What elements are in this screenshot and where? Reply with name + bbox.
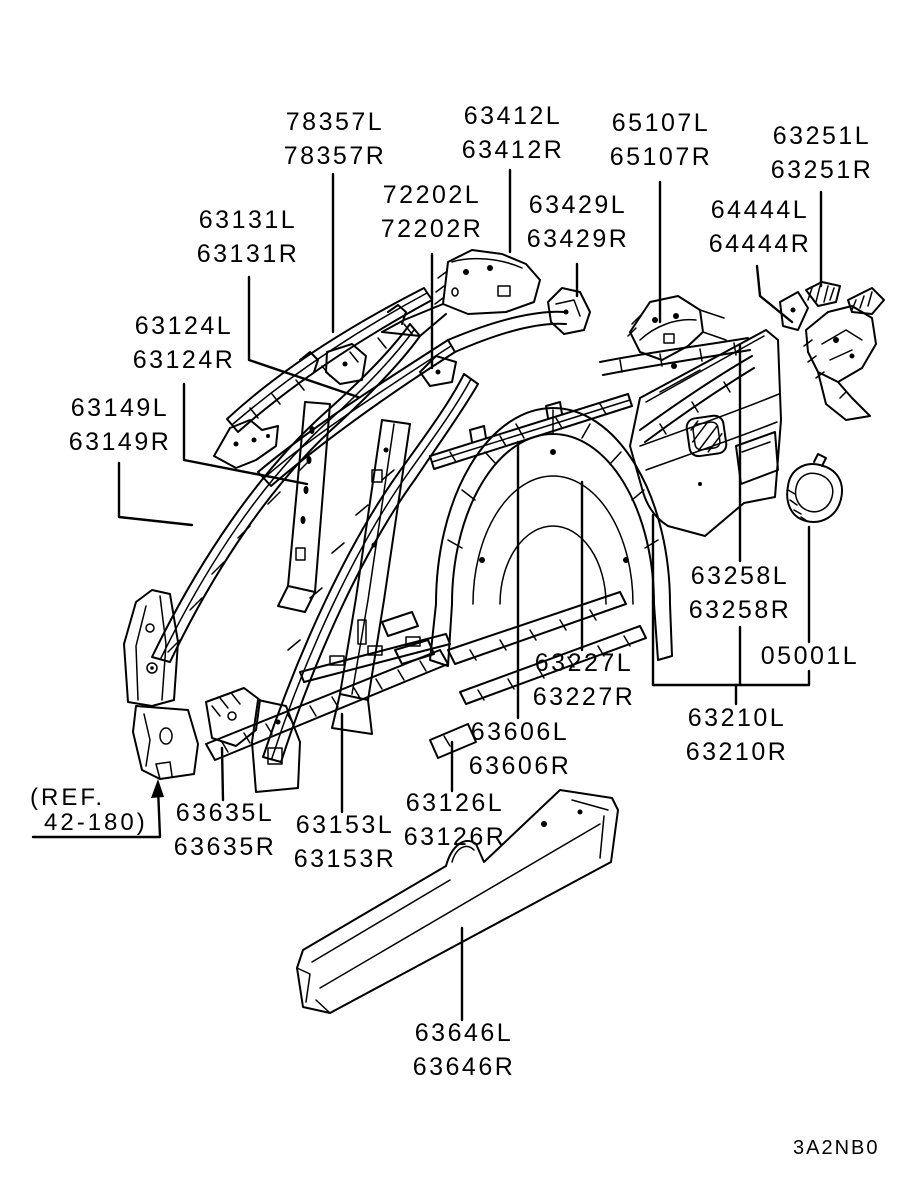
part-number: 63646L xyxy=(414,1019,514,1047)
part-number: 63153R xyxy=(293,845,397,873)
part-label-64444 xyxy=(695,193,825,261)
part-number: 63635R xyxy=(173,833,277,861)
part-rear-bracket-cluster xyxy=(804,288,884,420)
part-label-05001 xyxy=(745,639,875,673)
part-number: 65107L xyxy=(611,109,711,137)
part-number: 63251R xyxy=(770,156,874,184)
part-number: 64444L xyxy=(710,196,810,224)
part-ref-bracket xyxy=(133,706,198,779)
part-label-63227 xyxy=(519,646,649,714)
part-number: 63210L xyxy=(687,704,787,732)
part-label-63210 xyxy=(672,701,802,769)
part-number: 63606L xyxy=(470,718,570,746)
part-fuel-door xyxy=(787,454,842,522)
part-number: 63606R xyxy=(468,752,572,780)
part-number: 63126L xyxy=(405,789,505,817)
part-front-pillar-outer xyxy=(252,374,478,792)
part-number: 63149R xyxy=(68,428,172,456)
part-quarter-panel xyxy=(630,330,781,536)
part-shelf-bracket xyxy=(628,296,726,360)
ref-note xyxy=(30,785,148,835)
part-number: 63124L xyxy=(134,312,234,340)
part-bracket-63251 xyxy=(806,282,840,306)
part-label-63635 xyxy=(160,796,290,864)
part-label-63429 xyxy=(513,188,643,256)
part-number: 64444R xyxy=(708,230,812,258)
part-number: 63210R xyxy=(685,738,789,766)
part-number: 63258R xyxy=(688,596,792,624)
part-number: 63646R xyxy=(412,1053,516,1081)
part-number: 63149L xyxy=(70,394,170,422)
ref-note-line1: (REF. xyxy=(30,784,105,811)
part-number: 63227R xyxy=(532,683,636,711)
part-number: 63124R xyxy=(132,346,236,374)
part-label-63251 xyxy=(757,119,887,187)
part-label-63646 xyxy=(399,1016,529,1084)
part-label-63124 xyxy=(119,309,249,377)
part-bracket-64444 xyxy=(780,292,808,330)
part-label-78357 xyxy=(270,105,400,173)
part-number: 63412L xyxy=(463,102,563,130)
ref-note-line2: 42-180) xyxy=(44,809,148,836)
part-center-pillar xyxy=(332,420,410,734)
part-number: 65107R xyxy=(609,143,713,171)
part-label-63153 xyxy=(280,808,410,876)
part-number: 63153L xyxy=(295,811,395,839)
part-number: 05001L xyxy=(760,642,860,670)
part-label-63258 xyxy=(675,559,805,627)
part-label-72202 xyxy=(367,178,497,246)
part-number: 63635L xyxy=(175,799,275,827)
part-label-63149 xyxy=(55,391,185,459)
part-label-63606 xyxy=(455,715,585,783)
diagram-code: 3A2NB0 xyxy=(793,1137,880,1159)
part-number: 78357L xyxy=(285,108,385,136)
part-number: 63429R xyxy=(526,225,630,253)
part-number: 63251L xyxy=(772,122,872,150)
part-number: 78357R xyxy=(283,142,387,170)
part-number: 63429L xyxy=(528,191,628,219)
part-number: 63131L xyxy=(198,206,298,234)
part-belt-line-bar xyxy=(430,394,632,469)
part-number: 63258L xyxy=(690,562,790,590)
part-label-63412 xyxy=(448,99,578,167)
part-label-65107 xyxy=(596,106,726,174)
part-number: 72202L xyxy=(382,181,482,209)
part-number: 63126R xyxy=(403,823,507,851)
part-number: 63412R xyxy=(461,136,565,164)
part-number: 72202R xyxy=(380,215,484,243)
part-number: 63227L xyxy=(534,649,634,677)
part-rear-header-bracket xyxy=(382,250,540,336)
part-label-63131 xyxy=(183,203,313,271)
part-number: 63131R xyxy=(196,240,300,268)
